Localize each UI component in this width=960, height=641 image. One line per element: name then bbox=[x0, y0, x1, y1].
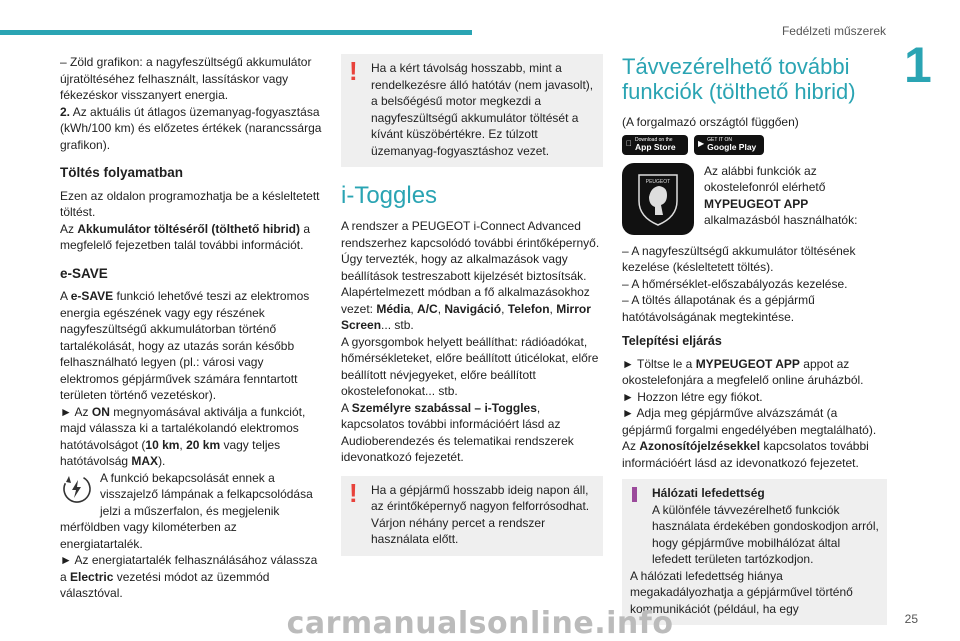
section-title: Fedélzeti műszerek bbox=[781, 24, 886, 38]
step-item: ► Hozzon létre egy fiókot. bbox=[622, 389, 763, 404]
paragraph: A e-SAVE funkció lehetővé teszi az elektromos energia egészének vagy egy részének nagyfeszültségű akkumulátorban történő tartalékolását, hogy az utazás során később felhasználható legyen (pl.: városi vagy elektromos gépjárművek számára fenntartott területen történő vezetéskor). bbox=[60, 289, 310, 402]
header-accent-bar bbox=[0, 30, 472, 35]
warning-box: ! Ha a kért távolság hosszabb, mint a rendelkezésre álló hatótáv (nem javasolt), a belsőégésű motor megkezdi a nagyfeszültségű akkumulátor töltését a kívánt küszöbértékre. Ez túlzott üzemanyag-fogyasztáshoz vezet. bbox=[341, 54, 603, 167]
info-i-icon bbox=[632, 487, 637, 509]
column-right bbox=[622, 54, 887, 625]
info-box: Hálózati lefedettség A különféle távvezérelhető funkciók használata érdekében gondoskodjon arról, hogy gépjárműve mobilhálózat által lefedett területen tartózkodjon. A hálózati lefedettség hiánya megakadályozhatja a gépjárművel történő kommunikációt (például, ha egy bbox=[622, 479, 887, 625]
warning-box: ! Ha a gépjármű hosszabb ideig napon áll, az érintőképernyő nagyon felforrósodhat. Várjon néhány percet a rendszer használata előtt. bbox=[341, 476, 603, 556]
play-triangle-icon: ▶ bbox=[698, 139, 705, 149]
paragraph: – Zöld grafikon: a nagyfeszültségű akkumulátor újratöltéséhez felhasznált, lassításkor vagy fékezéskor visszanyert energia. bbox=[60, 55, 312, 102]
column-middle bbox=[341, 54, 603, 572]
app-description: Az alábbi funkciók az okostelefonról elérhető MYPEUGEOT APP alkalmazásból használhatók: bbox=[704, 163, 858, 227]
chapter-number: 1 bbox=[904, 37, 932, 93]
paragraph: ► Az ON megnyomásával aktiválja a funkciót, majd válassza ki a tartalékolandó elektromos hatótávolságot (10 km, 20 km vagy teljes hatótávolság MAX). bbox=[60, 404, 306, 468]
peugeot-lion-logo-icon bbox=[622, 163, 694, 235]
paragraph: Az Azonosítójelzésekkel kapcsolatos további információért lásd az idevonatkozó fejezetet. bbox=[622, 439, 869, 470]
step-item: ► Töltse le a MYPEUGEOT APP appot az okostelefonjára a megfelelő online áruházból. bbox=[622, 356, 864, 387]
paragraph: Az Akkumulátor töltéséről (tölthető hibrid) a megfelelő fejezetben talál további információt. bbox=[60, 221, 311, 252]
app-info-row bbox=[622, 163, 887, 235]
heading-charging: Töltés folyamatban bbox=[60, 165, 184, 180]
paragraph: ► Az energiatartalék felhasználásához válassza a Electric vezetési módot az üzemmód választóval. bbox=[60, 553, 318, 600]
heading-remote-functions: Távvezérelhető további funkciók (tölthető hibrid) bbox=[622, 54, 856, 104]
google-play-badge[interactable]: ▶ GET IT ON Google Play bbox=[694, 135, 764, 155]
paragraph: Ezen az oldalon programozhatja be a késleltetett töltést. bbox=[60, 188, 320, 219]
exclamation-mark-icon: ! bbox=[349, 56, 358, 86]
esave-indicator-icon bbox=[60, 472, 94, 506]
esave-indicator-paragraph: A funkció bekapcsolását ennek a visszajelző lámpának a felkapcsolódása jelzi a műszerfalon, és megjelenik mérföldben vagy kilométerben az energiatartalék. bbox=[60, 470, 313, 551]
watermark: carmanualsonline.info bbox=[286, 606, 674, 641]
apple-icon bbox=[626, 136, 632, 153]
paragraph: 2. Az aktuális út átlagos üzemanyag-fogyasztása (kWh/100 km) és előzetes értékek (narancssárga grafikon). bbox=[60, 104, 322, 152]
heading-esave: e-SAVE bbox=[60, 265, 108, 281]
paragraph: A gyorsgombok helyett beállíthat: rádióadókat, hőmérsékleteket, előre beállított úticélokat, előre beállított névjegyeket, előre beállított okostelefonokat... stb. bbox=[341, 334, 599, 398]
store-badges bbox=[622, 135, 887, 155]
list-item: – A töltés állapotának és a gépjármű hatótávolságának megtekintése. bbox=[622, 293, 815, 324]
paragraph: A rendszer a PEUGEOT i-Connect Advanced rendszerhez kapcsolódó további érintőképernyő. Úgy tervezték, hogy az alkalmazások vagy beállítások testreszabott kijelzését biztosítsák. bbox=[341, 219, 600, 283]
paragraph: (A forgalmazó országtól függően) bbox=[622, 115, 799, 129]
step-item: ► Adja meg gépjárműve alvázszámát (a gépjármű forgalmi engedélyében megtalálható). bbox=[622, 406, 877, 437]
app-store-badge[interactable]: Download on the App Store bbox=[622, 135, 688, 155]
heading-i-toggles: i-Toggles bbox=[341, 182, 438, 209]
page-number: 25 bbox=[904, 612, 918, 626]
heading-installation: Telepítési eljárás bbox=[622, 334, 722, 348]
paragraph: Alapértelmezett módban a fő alkalmazásokhoz vezet: Média, A/C, Navigáció, Telefon, Mirror Screen... stb. bbox=[341, 285, 591, 332]
column-left bbox=[60, 54, 322, 602]
paragraph: A Személyre szabással – i-Toggles, kapcsolatos további információért lásd az Audioberendezés és telematikai rendszerek idevonatkozó fejezetét. bbox=[341, 400, 574, 464]
list-item: – A nagyfeszültségű akkumulátor töltésének kezelése (késleltetett töltés). bbox=[622, 243, 856, 274]
list-item: – A hőmérséklet-előszabályozás kezelése. bbox=[622, 276, 848, 291]
exclamation-mark-icon: ! bbox=[349, 477, 358, 508]
svg-text:PEUGEOT: PEUGEOT bbox=[645, 178, 671, 185]
